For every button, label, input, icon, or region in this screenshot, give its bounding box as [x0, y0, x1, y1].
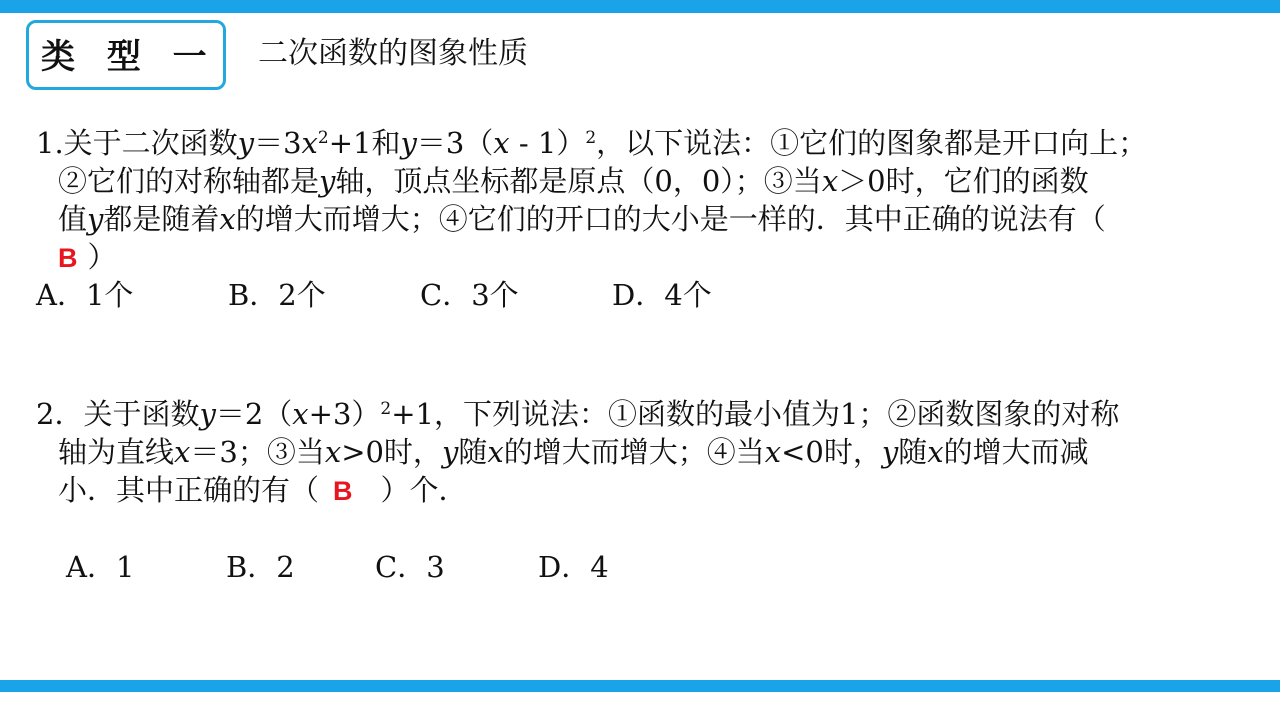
var-x: x	[821, 164, 839, 198]
text: ）个．	[380, 473, 468, 507]
text: - 1）	[509, 126, 586, 160]
text: ＝3（	[416, 126, 494, 160]
var-y: y	[319, 164, 336, 198]
question-2-options	[66, 548, 666, 586]
var-y: y	[199, 397, 216, 431]
text: +1，下列说法：①函数的最小值为1；②函数图象的对称	[391, 397, 1120, 431]
question-2-line-3	[36, 471, 1119, 509]
section-title: 二次函数的图象性质	[258, 36, 528, 71]
var-x: x	[301, 126, 318, 160]
text: 1.关于二次函数	[36, 126, 238, 160]
exponent: 2	[585, 128, 597, 148]
text: ＝2（	[215, 397, 293, 431]
text: >0时，	[341, 435, 442, 469]
var-x: x	[292, 397, 309, 431]
question-1-options	[36, 276, 836, 314]
option-b: B．2	[226, 550, 295, 584]
text: <0时，	[781, 435, 882, 469]
var-y: y	[441, 435, 459, 469]
option-c: C．3个	[420, 278, 519, 312]
text: 随	[898, 435, 928, 469]
var-x: x	[324, 435, 342, 469]
text: ＝3	[254, 126, 302, 160]
option-d: D．4	[538, 550, 609, 584]
question-2	[36, 395, 1119, 509]
option-b: B．2个	[228, 278, 326, 312]
var-y: y	[237, 126, 255, 160]
answer-mark: B	[58, 243, 78, 273]
option-a: A．1个	[36, 278, 134, 312]
var-x: x	[174, 435, 191, 469]
text: ②它们的对称轴都是	[58, 164, 320, 198]
text: 2．关于函数	[36, 397, 200, 431]
question-1	[36, 124, 1147, 276]
exponent: 2	[317, 128, 329, 148]
top-accent-bar	[0, 0, 1280, 13]
question-2-line-2	[36, 433, 1119, 471]
text: 轴为直线	[58, 435, 175, 469]
question-1-line-3	[36, 200, 1147, 238]
var-x: x	[219, 202, 236, 236]
text: 的增大而增大；④它们的开口的大小是一样的．其中正确的说法有（	[235, 202, 1106, 236]
var-y: y	[400, 126, 417, 160]
text: +1和	[328, 126, 401, 160]
exponent: 2	[380, 399, 392, 419]
text: ＝3；③当	[190, 435, 325, 469]
question-1-line-2	[36, 162, 1147, 200]
option-a: A．1	[66, 550, 135, 584]
var-y: y	[881, 435, 899, 469]
text: 小．其中正确的有（	[58, 473, 320, 507]
option-c: C．3	[375, 550, 445, 584]
text: 值	[58, 202, 88, 236]
question-1-line-1	[36, 124, 1147, 162]
text: 的增大而增大；④当	[503, 435, 765, 469]
question-2-line-1	[36, 395, 1119, 433]
var-x: x	[493, 126, 510, 160]
text: ）	[87, 240, 117, 274]
var-y: y	[87, 202, 104, 236]
var-x: x	[764, 435, 782, 469]
option-d: D．4个	[612, 278, 712, 312]
var-x: x	[927, 435, 944, 469]
question-1-line-4	[36, 238, 1147, 276]
type-label-box	[26, 20, 226, 90]
text: ，以下说法：①它们的图象都是开口向上；	[596, 126, 1148, 160]
text: 轴，顶点坐标都是原点（0，0）；③当	[335, 164, 822, 198]
text: 随	[458, 435, 488, 469]
text: 都是随着	[103, 202, 220, 236]
text: +3）	[308, 397, 381, 431]
bottom-accent-bar	[0, 680, 1280, 692]
var-x: x	[487, 435, 504, 469]
type-label: 类 型 一	[41, 37, 217, 77]
text: 的增大而减	[943, 435, 1089, 469]
text: ＞0时，它们的函数	[838, 164, 1089, 198]
answer-mark: B	[333, 476, 353, 506]
